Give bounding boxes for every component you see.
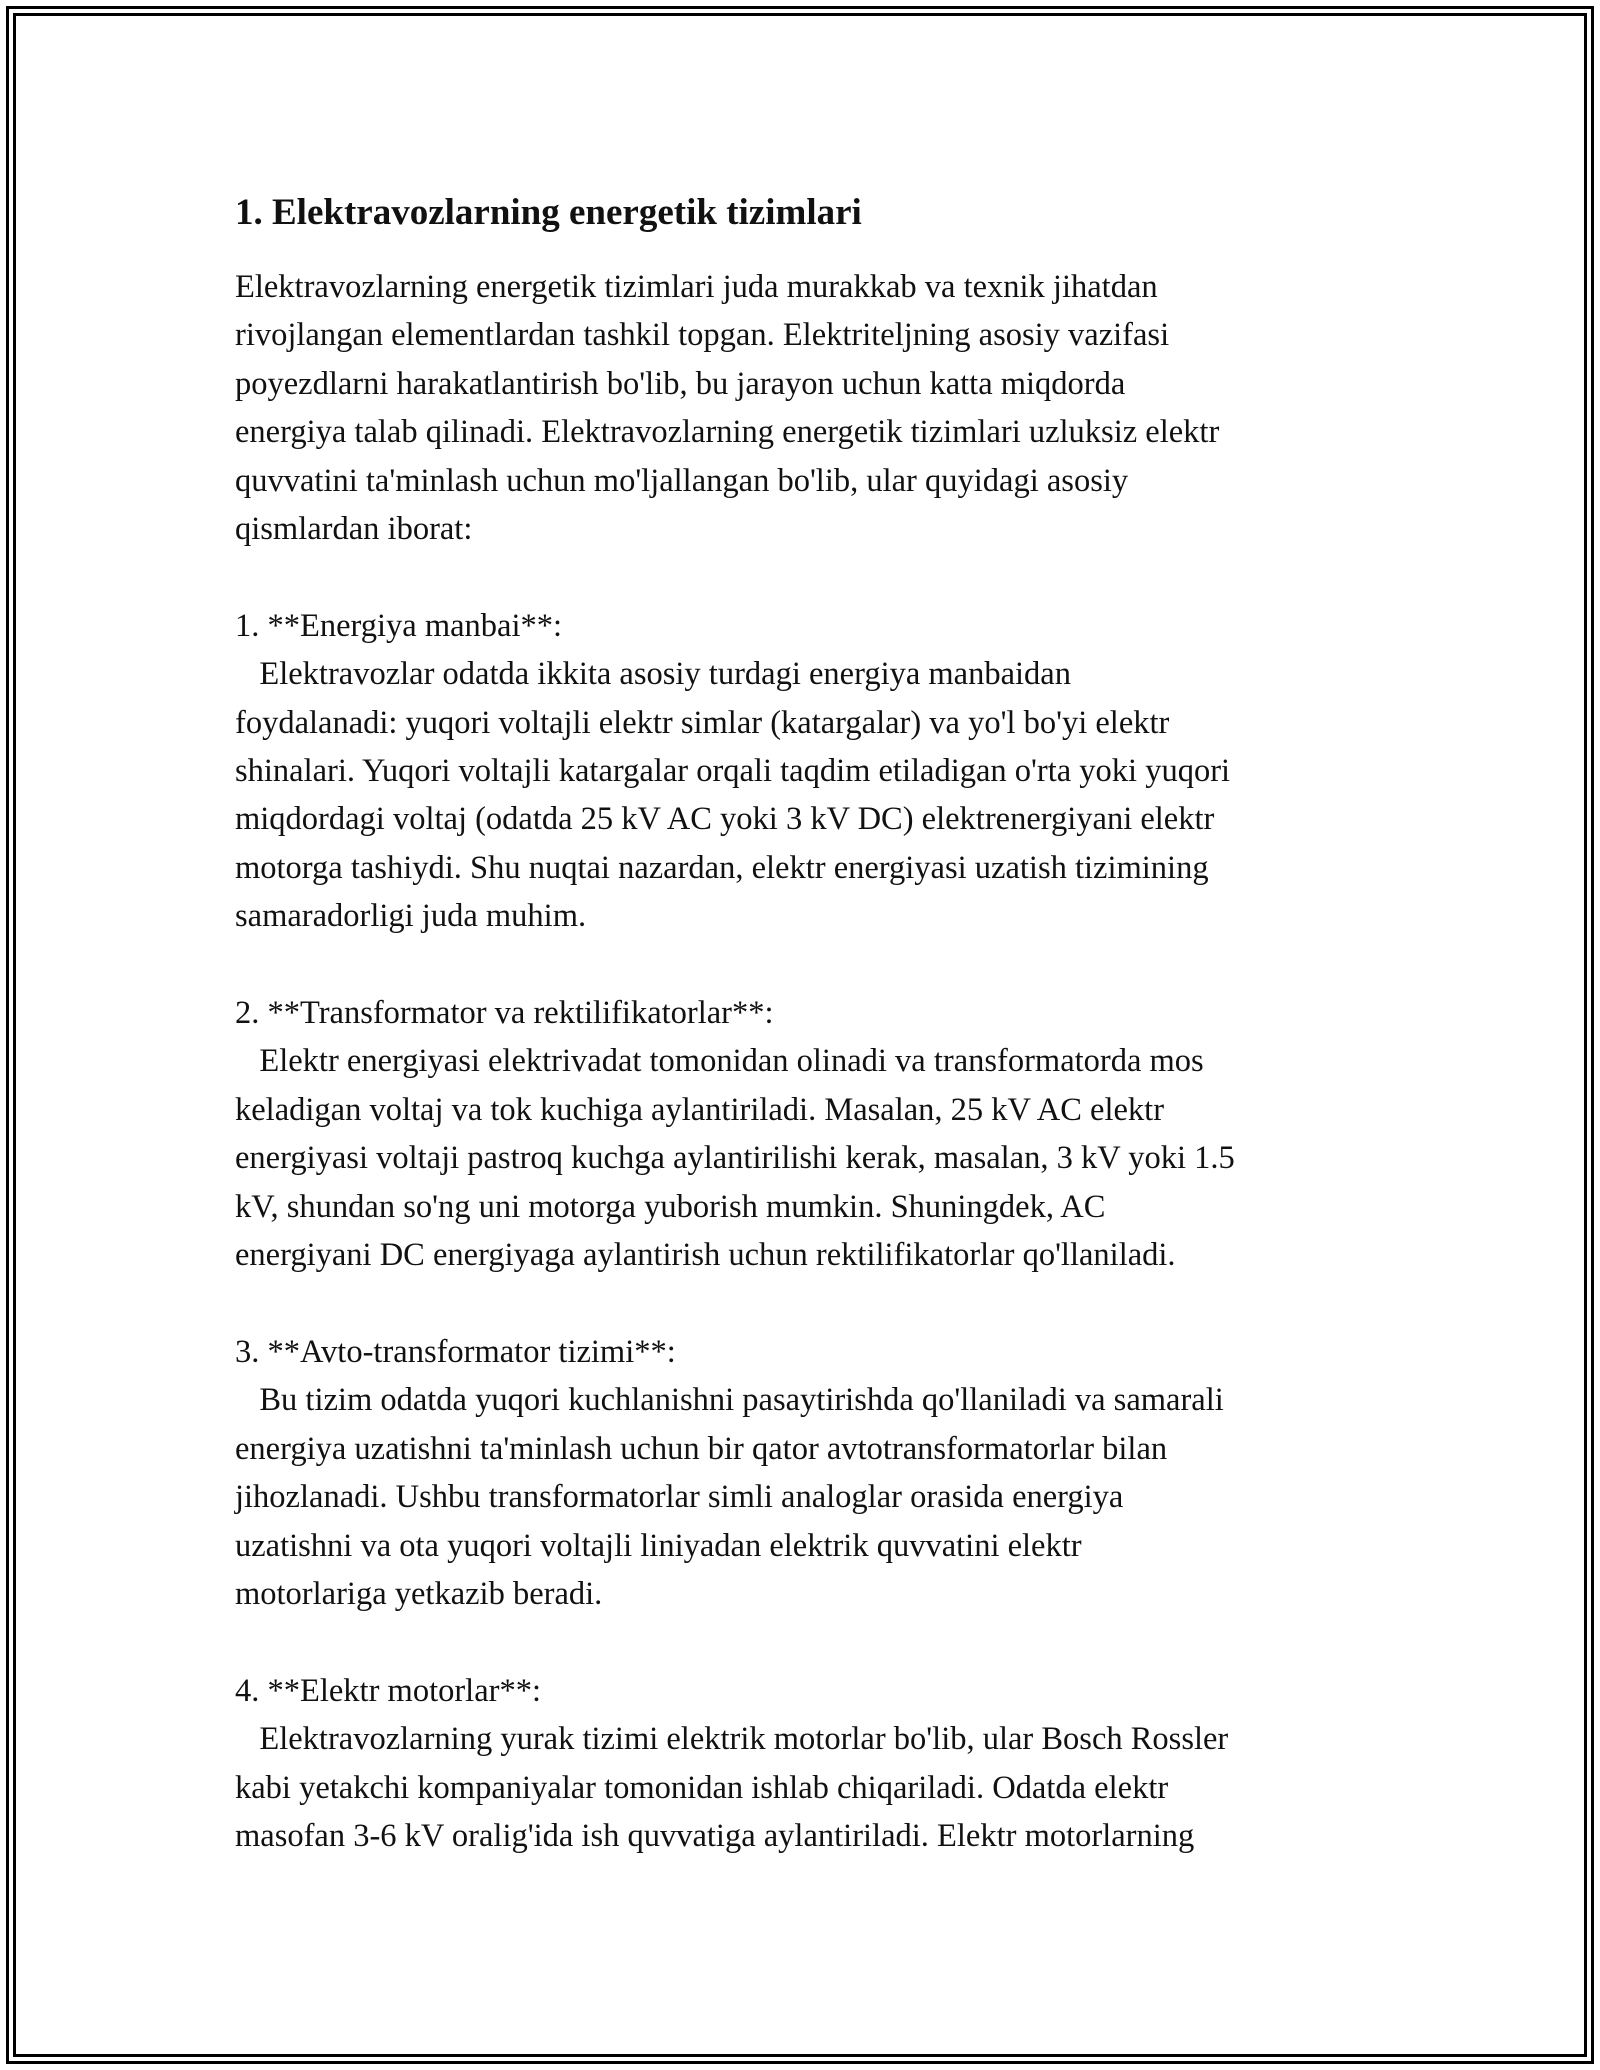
list-item-title: 3. **Avto-transformator tizimi**: (235, 1333, 676, 1370)
text-line: Bu tizim odatda yuqori kuchlanishni pasaytirishda qo'llaniladi va samarali (235, 1382, 1224, 1419)
list-item-electric-motors (235, 1667, 1395, 1861)
text-line: shinalari. Yuqori voltajli katargalar orqali taqdim etiladigan o'rta yoki yuqori (235, 753, 1231, 790)
text-line: energiya talab qilinadi. Elektravozlarning energetik tizimlari uzluksiz elektr (235, 414, 1220, 451)
text-line: motorlariga yetkazib beradi. (235, 1575, 603, 1612)
list-item-energy-source (235, 602, 1395, 941)
text-line: quvvatini ta'minlash uchun mo'ljallangan bo'lib, ular quyidagi asosiy (235, 462, 1129, 499)
text-line: motorga tashiydi. Shu nuqtai nazardan, elektr energiyasi uzatish tizimining (235, 849, 1209, 886)
text-line: masofan 3-6 kV oralig'ida ish quvvatiga aylantiriladi. Elektr motorlarning (235, 1817, 1195, 1854)
list-item-title: 1. **Energiya manbai**: (235, 607, 563, 644)
list-item-title: 2. **Transformator va rektilifikatorlar**: (235, 995, 774, 1032)
text-line: jihozlanadi. Ushbu transformatorlar simli analoglar orasida energiya (235, 1479, 1124, 1516)
text-line: keladigan voltaj va tok kuchiga aylantiriladi. Masalan, 25 kV AC elektr (235, 1091, 1165, 1128)
text-line: kabi yetakchi kompaniyalar tomonidan ishlab chiqariladi. Odatda elektr (235, 1769, 1169, 1806)
text-line: qismlardan iborat: (235, 511, 473, 548)
document-body (235, 185, 1395, 1860)
text-line: Elektravozlarning yurak tizimi elektrik motorlar bo'lib, ular Bosch Rossler (235, 1721, 1229, 1758)
text-line: rivojlangan elementlardan tashkil topgan. Elektriteljning asosiy vazifasi (235, 317, 1170, 354)
text-line: Elektravozlarning energetik tizimlari juda murakkab va texnik jihatdan (235, 269, 1158, 305)
text-line: kV, shundan so'ng uni motorga yuborish mumkin. Shuningdek, AC (235, 1188, 1106, 1225)
list-item-transformer (235, 989, 1395, 1279)
text-line: poyezdlarni harakatlantirish bo'lib, bu jarayon uchun katta miqdorda (235, 365, 1126, 402)
text-line: energiyasi voltaji pastroq kuchga aylantirilishi kerak, masalan, 3 kV yoki 1.5 (235, 1140, 1235, 1177)
text-line: Elektr energiyasi elektrivadat tomonidan olinadi va transformatorda mos (235, 1043, 1204, 1080)
text-line: energiyani DC energiyaga aylantirish uchun rektilifikatorlar qo'llaniladi. (235, 1237, 1176, 1274)
list-item-auto-transformer (235, 1328, 1395, 1618)
list-item-title: 4. **Elektr motorlar**: (235, 1672, 541, 1709)
intro-paragraph (235, 263, 1395, 553)
text-line: samaradorligi juda muhim. (235, 898, 587, 935)
section-heading: 1. Elektravozlarning energetik tizimlari (235, 192, 862, 233)
text-line: miqdordagi voltaj (odatda 25 kV AC yoki 3 kV DC) elektrenergiyani elektr (235, 801, 1215, 838)
text-line: Elektravozlar odatda ikkita asosiy turdagi energiya manbaidan (235, 656, 1071, 693)
text-line: foydalanadi: yuqori voltajli elektr simlar (katargalar) va yo'l bo'yi elektr (235, 704, 1170, 741)
text-line: energiya uzatishni ta'minlash uchun bir qator avtotransformatorlar bilan (235, 1430, 1168, 1467)
text-line: uzatishni va ota yuqori voltajli liniyadan elektrik quvvatini elektr (235, 1527, 1082, 1564)
